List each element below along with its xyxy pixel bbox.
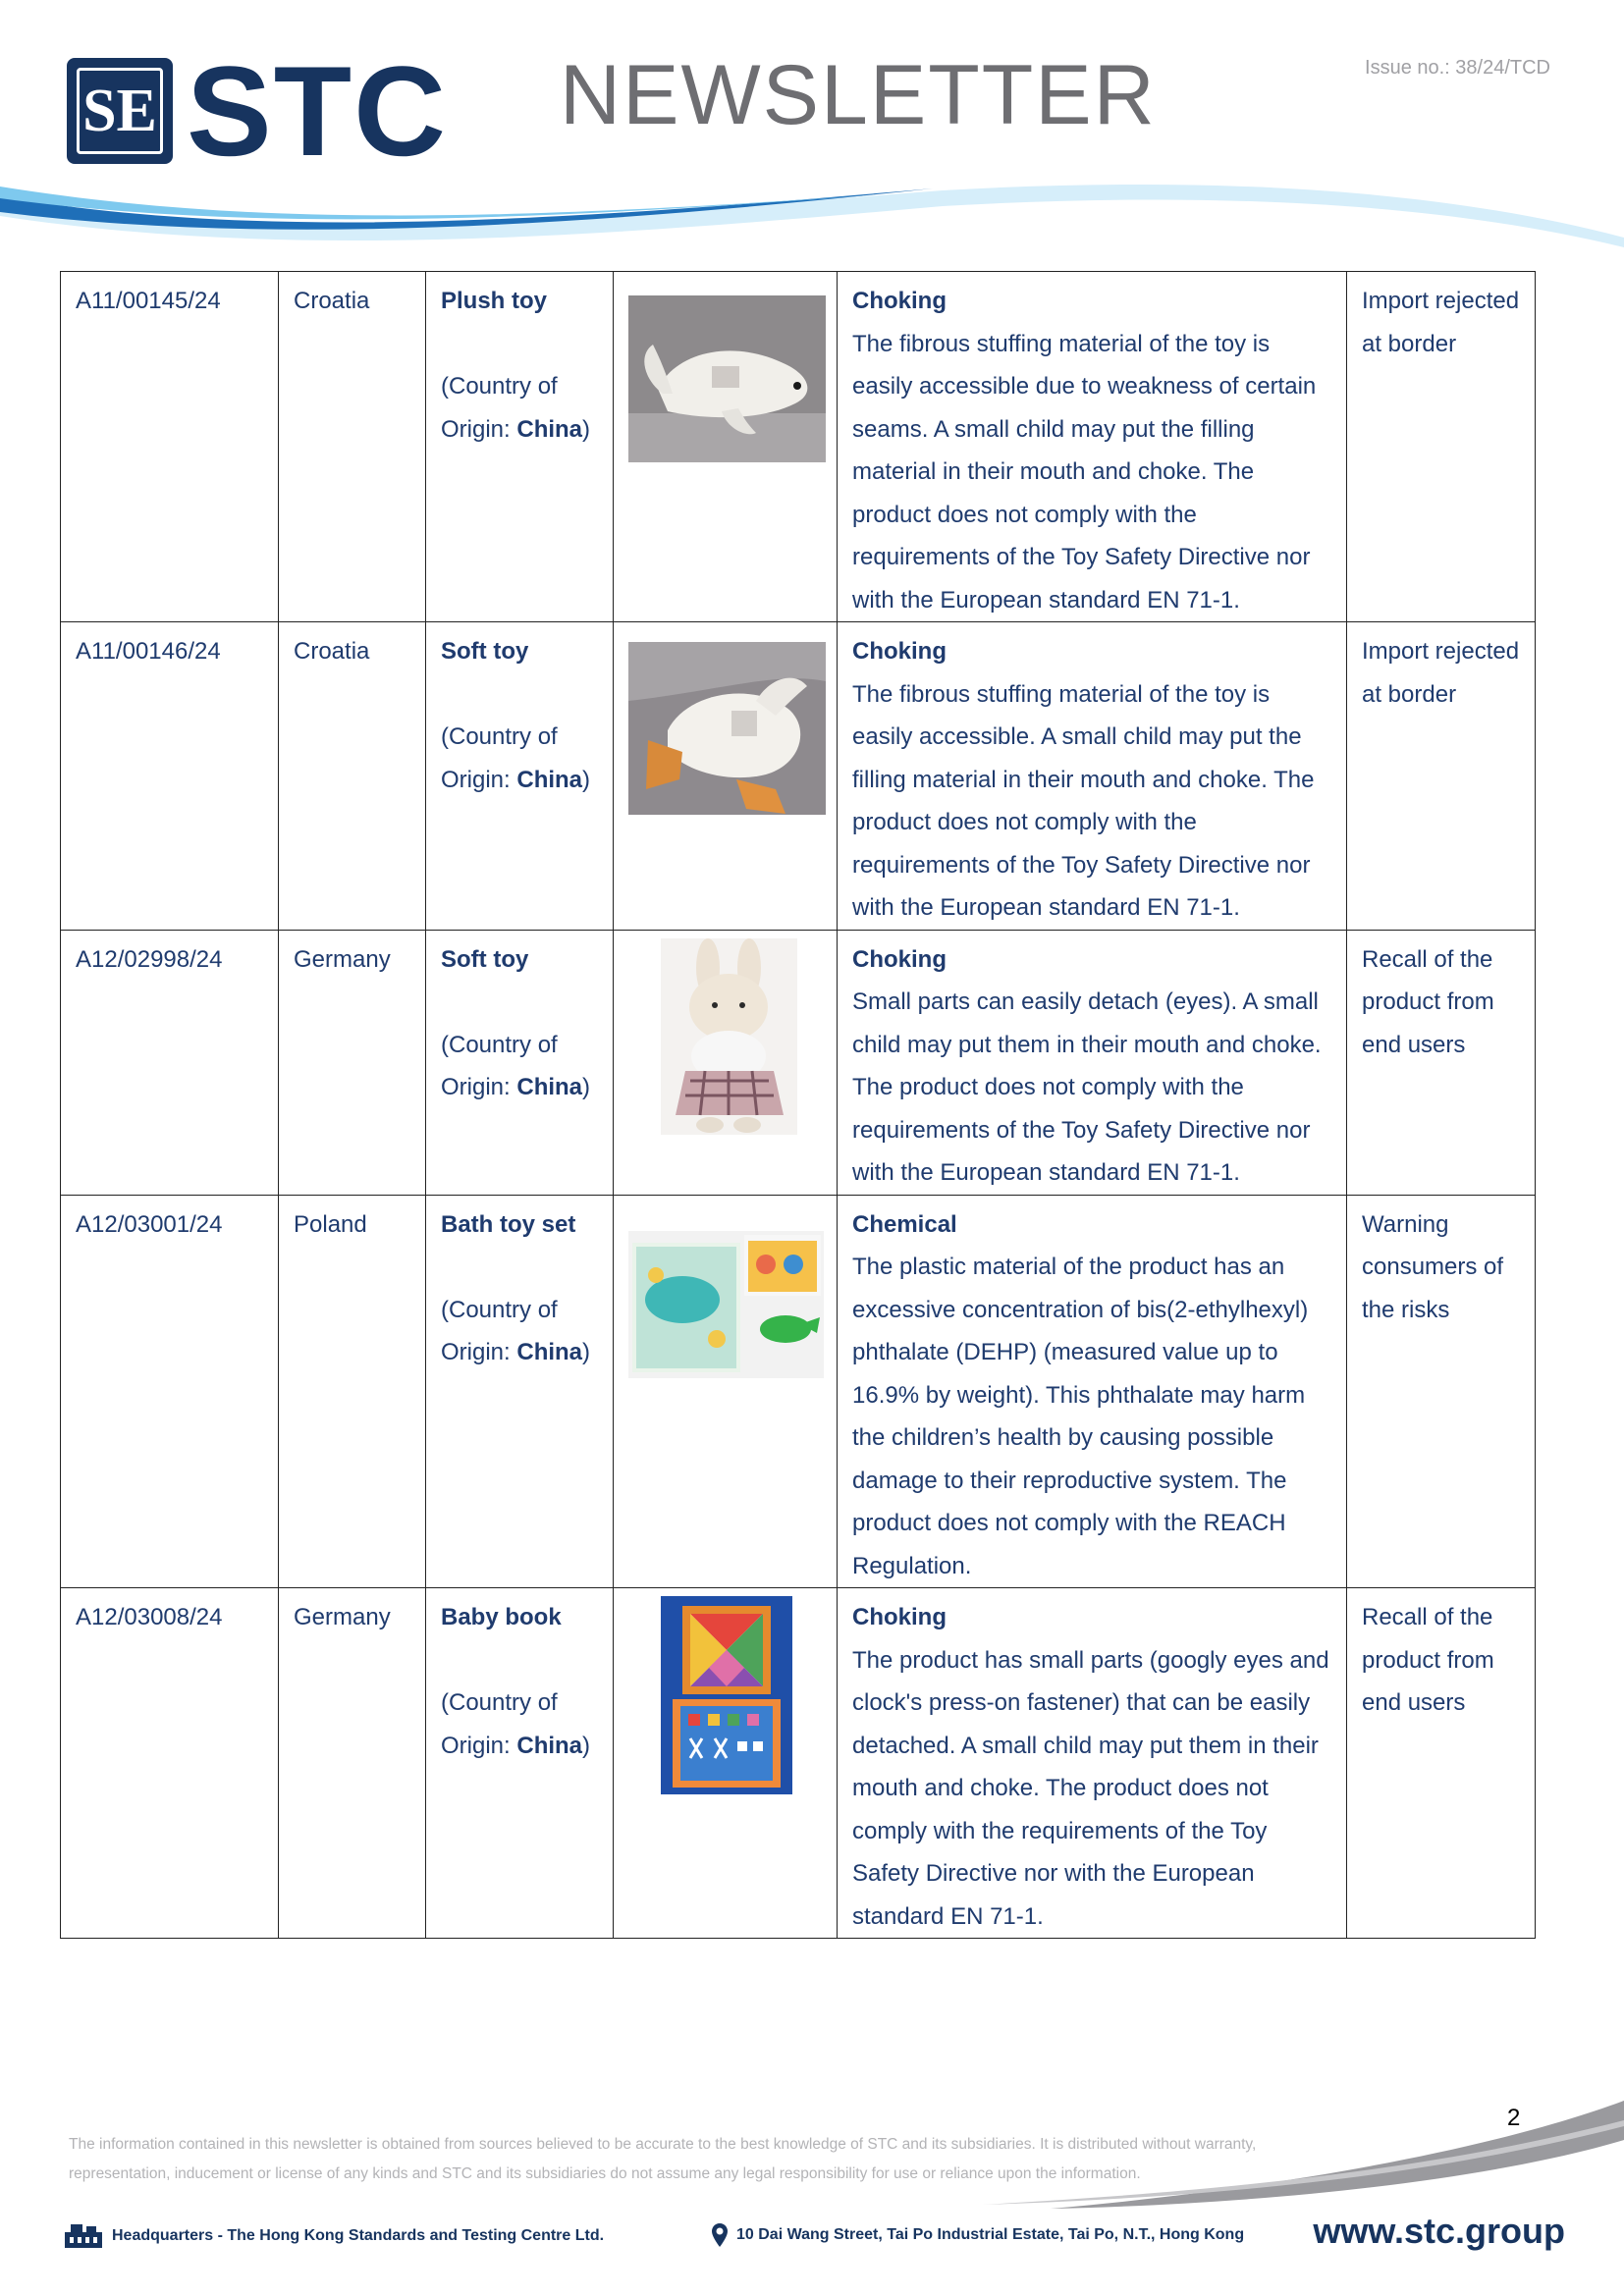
product-name: Plush toy [441,288,548,314]
product-image-cell [614,1195,838,1588]
risk-cell [838,1195,1347,1588]
table-row [61,622,1536,931]
white-dolphin-plush-photo [628,295,826,462]
risk-type: Choking [852,1604,947,1630]
measures-taken: Recall of the product from end users [1347,1588,1536,1939]
country-of-origin: (Country of Origin: China) [441,723,591,793]
bath-book-set-photo [628,1231,824,1378]
disclaimer-text: The information contained in this newsletter is obtained from sources believed to be accurate to the best knowledge of STC and its subsidiaries. It is distributed without warranty, representation, inducement or license of any kinds and STC and its subsidiaries do not assume any legal responsibility for use or reliance upon the information. [69,2136,1257,2182]
risk-cell [838,272,1347,622]
risk-cell [838,1588,1347,1939]
notifying-country: Poland [279,1195,426,1588]
building-icon [63,2222,104,2250]
risk-description: The product has small parts (googly eyes and clock's press-on fastener) that can be easily detached. A small child may put them in their mouth and choke. The product does not comply with the requirements of the Toy Safety Directive nor with the European standard EN 71-1. [852,1646,1329,1930]
table-row [61,930,1536,1195]
logo-wordmark: STC [187,39,448,183]
address-text: 10 Dai Wang Street, Tai Po Industrial Estate, Tai Po, N.T., Hong Kong [736,2226,1245,2243]
product-cell [426,272,614,622]
risk-cell [838,930,1347,1195]
product-image-cell [614,1588,838,1939]
product-cell [426,622,614,931]
risk-type: Choking [852,288,947,314]
risk-type: Chemical [852,1210,957,1238]
headquarters-line [63,2222,604,2250]
product-image-cell [614,930,838,1195]
risk-type: Choking [852,945,947,973]
reference-number: A11/00146/24 [61,622,279,931]
product-name: Baby book [441,1604,562,1630]
product-cell [426,1588,614,1939]
reference-number: A12/02998/24 [61,930,279,1195]
stc-logo [67,39,448,183]
notifying-country: Croatia [279,272,426,622]
product-name: Soft toy [441,945,529,973]
logo-mark-glyph: SE [82,78,157,144]
issue-number: Issue no.: 38/24/TCD [1365,57,1550,79]
product-name: Soft toy [441,638,529,665]
product-image-cell [614,272,838,622]
page-number: 2 [1507,2105,1521,2131]
page-header [0,0,1624,255]
reference-number: A12/03008/24 [61,1588,279,1939]
headquarters-text: Headquarters - The Hong Kong Standards and Testing Centre Ltd. [112,2227,605,2244]
notifying-country: Germany [279,930,426,1195]
footer-contact-bar [63,2211,1565,2258]
table-row [61,1588,1536,1939]
risk-cell [838,622,1347,931]
measures-taken: Import rejected at border [1347,272,1536,622]
country-of-origin: (Country of Origin: China) [441,1031,591,1100]
risk-description: Small parts can easily detach (eyes). A small child may put them in their mouth and choke. The product does not comply with the requirements of the Toy Safety Directive nor with the European standard EN 71-1. [852,988,1322,1186]
bunny-plush-photo [661,938,797,1135]
product-cell [426,1195,614,1588]
stc-logo-mark [67,58,173,164]
risk-type: Choking [852,638,947,665]
product-cell [426,930,614,1195]
risk-description: The plastic material of the product has an excessive concentration of bis(2-ethylhexyl) phthalate (DEHP) (measured value up to 16.9% by weight). This phthalate may harm the children’s health by causing possible damage to their reproductive system. The product does not comply with the REACH Regulation. [852,1254,1309,1579]
notifying-country: Germany [279,1588,426,1939]
location-pin-icon [711,2222,729,2248]
table-row [61,1195,1536,1588]
measures-taken: Recall of the product from end users [1347,930,1536,1195]
tangram-baby-book-photo [661,1596,792,1794]
reference-number: A12/03001/24 [61,1195,279,1588]
website-link[interactable]: www.stc.group [1313,2211,1565,2251]
country-of-origin: (Country of Origin: China) [441,1689,591,1759]
newsletter-title: NEWSLETTER [560,48,1157,142]
measures-taken: Warning consumers of the risks [1347,1195,1536,1588]
product-image-cell [614,622,838,931]
table-row [61,272,1536,622]
product-recall-table [60,271,1536,1939]
notifying-country: Croatia [279,622,426,931]
risk-description: The fibrous stuffing material of the toy is easily accessible. A small child may put the filling material in their mouth and choke. The product does not comply with the requirements of the Toy Safety Directive nor with the European standard EN 71-1. [852,680,1315,921]
country-of-origin: (Country of Origin: China) [441,1296,591,1365]
measures-taken: Import rejected at border [1347,622,1536,931]
country-of-origin: (Country of Origin: China) [441,373,591,443]
address-line [711,2222,1244,2248]
reference-number: A11/00145/24 [61,272,279,622]
white-goose-plush-photo [628,642,826,815]
header-swoosh [0,177,1624,265]
product-name: Bath toy set [441,1210,576,1238]
risk-description: The fibrous stuffing material of the toy is easily accessible due to weakness of certain seams. A small child may put the filling material in their mouth and choke. The product does not comply with the requirements of the Toy Safety Directive nor with the European standard EN 71-1. [852,330,1317,614]
